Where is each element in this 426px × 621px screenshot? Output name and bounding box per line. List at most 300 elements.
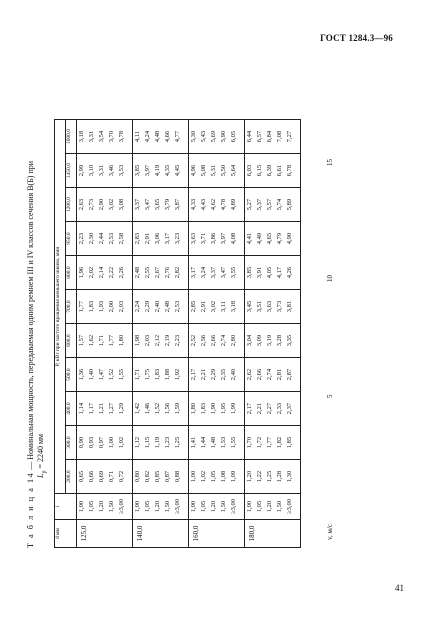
ratio-value: 1,50 — [220, 500, 227, 513]
ratio-cell — [189, 494, 245, 520]
power-value: 4,11 — [134, 130, 141, 143]
power-cell — [245, 188, 301, 222]
power-value: 2,22 — [108, 266, 115, 279]
power-value: 2,35 — [220, 368, 227, 381]
power-value: 2,91 — [200, 300, 207, 313]
power-value: 1,52 — [154, 402, 161, 415]
power-value: 1,62 — [88, 334, 95, 347]
diameter-cell: 125,0 — [77, 520, 133, 548]
ratio-value: 1,05 — [200, 500, 207, 513]
power-value: 5,43 — [200, 130, 207, 143]
ratio-value: 1,00 — [134, 500, 141, 513]
ratio-value: 1,00 — [190, 500, 197, 513]
power-value: 2,80 — [230, 334, 237, 347]
power-cell — [77, 256, 133, 290]
power-value: 5,50 — [220, 164, 227, 177]
lp-value: = 2240 мм — [36, 433, 45, 471]
power-value: 1,00 — [190, 470, 197, 483]
power-value: 2,66 — [256, 368, 263, 381]
power-value: 2,02 — [88, 266, 95, 279]
power-value: 2,40 — [154, 300, 161, 313]
power-value: 1,92 — [174, 368, 181, 381]
power-value: 4,24 — [144, 130, 151, 143]
power-cell — [77, 290, 133, 324]
power-value: 1,28 — [276, 470, 283, 483]
power-value: 5,37 — [256, 198, 263, 211]
header-rpm: 950,0 — [66, 222, 77, 256]
power-value: 6,39 — [266, 164, 273, 177]
power-value: 1,83 — [88, 300, 95, 313]
power-value: 2,27 — [266, 402, 273, 415]
power-value: 5,64 — [230, 164, 237, 177]
power-value: 1,53 — [220, 436, 227, 449]
header-rpm: 1200,0 — [66, 188, 77, 222]
power-value: 1,30 — [286, 470, 293, 483]
ratio-value: 1,00 — [246, 500, 253, 513]
power-cell — [133, 392, 189, 426]
power-value: 2,56 — [200, 334, 207, 347]
power-value: 0,82 — [144, 470, 151, 483]
power-value: 1,95 — [220, 402, 227, 415]
diameter-cell: 160,0 — [189, 520, 245, 548]
power-value: 1,47 — [98, 368, 105, 381]
power-value: 6,61 — [276, 164, 283, 177]
power-value: 3,37 — [210, 266, 217, 279]
power-value: 5,30 — [190, 130, 197, 143]
power-cell — [77, 358, 133, 392]
header-d: d мм — [55, 520, 77, 548]
ratio-value: 1,00 — [78, 500, 85, 513]
power-cell — [189, 222, 245, 256]
power-value: 2,24 — [134, 300, 141, 313]
power-value: 2,85 — [190, 300, 197, 313]
power-value: 1,22 — [256, 470, 263, 483]
power-value: 3,09 — [256, 334, 263, 347]
power-value: 1,71 — [98, 334, 105, 347]
power-value: 5,27 — [246, 198, 253, 211]
power-value: 2,73 — [88, 198, 95, 211]
power-value: 1,20 — [246, 470, 253, 483]
power-value: 3,70 — [108, 130, 115, 143]
power-cell — [189, 120, 245, 154]
table-title-line2 — [36, 433, 48, 548]
power-cell — [245, 290, 301, 324]
ratio-cell — [77, 494, 133, 520]
power-value: 1,41 — [190, 436, 197, 449]
power-cell — [189, 188, 245, 222]
table-title-lead: Т а б л и ц а 14 — [26, 471, 35, 548]
power-value: 1,02 — [118, 436, 125, 449]
lp-subscript: p — [41, 470, 48, 474]
header-rpm: 400,0 — [66, 392, 77, 426]
header-i: i — [55, 494, 77, 520]
power-value: 1,08 — [220, 470, 227, 483]
power-value: 3,73 — [276, 300, 283, 313]
power-value: 4,43 — [200, 198, 207, 211]
power-value: 1,82 — [276, 436, 283, 449]
power-value: 2,03 — [118, 300, 125, 313]
power-cell — [189, 358, 245, 392]
power-value: 3,02 — [108, 198, 115, 211]
power-value: 1,75 — [144, 368, 151, 381]
power-value: 3,81 — [286, 300, 293, 313]
power-value: 1,52 — [108, 368, 115, 381]
ratio-value: 1,05 — [88, 500, 95, 513]
power-value: 2,17 — [246, 402, 253, 415]
header-rpm: 300,0 — [66, 426, 77, 460]
power-value: 3,06 — [154, 232, 161, 245]
power-value: 3,47 — [144, 198, 151, 211]
table-row — [133, 120, 189, 548]
power-value: 0,87 — [164, 470, 171, 483]
power-value: 2,14 — [98, 266, 105, 279]
power-value: 1,55 — [230, 436, 237, 449]
header-power-caption: P, кВт при частоте вращения меньшего шкива, мин — [55, 120, 66, 494]
power-value: 2,21 — [200, 368, 207, 381]
power-value: 2,82 — [174, 266, 181, 279]
power-value: 2,87 — [286, 368, 293, 381]
power-cell — [133, 256, 189, 290]
power-value: 6,78 — [286, 164, 293, 177]
power-cell — [77, 120, 133, 154]
power-value: 4,62 — [210, 198, 217, 211]
power-value: 0,65 — [78, 470, 85, 483]
power-value: 3,37 — [134, 198, 141, 211]
power-cell — [133, 324, 189, 358]
power-value: 2,76 — [164, 266, 171, 279]
header-rpm-row — [66, 120, 77, 548]
speed-tick-5: 5 — [326, 394, 334, 398]
power-value: 3,02 — [210, 300, 217, 313]
power-value: 6,03 — [246, 164, 253, 177]
power-value: 6,57 — [256, 130, 263, 143]
power-value: 6,15 — [256, 164, 263, 177]
power-cell — [77, 222, 133, 256]
power-cell — [77, 188, 133, 222]
power-value: 1,46 — [144, 402, 151, 415]
power-value: 1,42 — [134, 402, 141, 415]
table-title — [26, 78, 50, 548]
power-value: 2,62 — [246, 368, 253, 381]
power-value: 2,66 — [210, 334, 217, 347]
power-value: 3,71 — [200, 232, 207, 245]
power-value: 4,48 — [154, 130, 161, 143]
power-value: 0,71 — [108, 470, 115, 483]
power-value: 0,97 — [98, 436, 105, 449]
power-value: 4,17 — [276, 266, 283, 279]
power-value: 6,44 — [246, 130, 253, 143]
power-value: 1,93 — [98, 300, 105, 313]
power-value: 5,08 — [200, 164, 207, 177]
power-cell — [77, 324, 133, 358]
header-rpm: 1450,0 — [66, 154, 77, 188]
power-value: 2,74 — [220, 334, 227, 347]
power-cell — [245, 358, 301, 392]
power-cell — [245, 426, 301, 460]
power-value: 1,99 — [230, 402, 237, 415]
table-body — [77, 120, 301, 548]
power-value: 4,45 — [174, 164, 181, 177]
power-value: 3,31 — [98, 164, 105, 177]
power-value: 4,77 — [174, 130, 181, 143]
power-value: 0,90 — [78, 436, 85, 449]
power-value: 3,55 — [230, 266, 237, 279]
power-value: 6,84 — [266, 130, 273, 143]
power-value: 3,23 — [174, 232, 181, 245]
header-rpm: 500,0 — [66, 358, 77, 392]
power-cell — [189, 460, 245, 494]
power-cell — [189, 324, 245, 358]
table-row — [245, 120, 301, 548]
power-value: 1,21 — [98, 402, 105, 415]
power-value: 3,63 — [266, 300, 273, 313]
power-value: 2,58 — [118, 232, 125, 245]
power-value: 2,52 — [190, 334, 197, 347]
power-value: 1,59 — [174, 402, 181, 415]
ratio-value: 1,50 — [276, 500, 283, 513]
header-rpm: 1600,0 — [66, 120, 77, 154]
power-value: 2,99 — [78, 164, 85, 177]
power-value: 1,56 — [164, 402, 171, 415]
ratio-value: 1,05 — [144, 500, 151, 513]
table-row — [77, 120, 133, 548]
power-value: 7,08 — [276, 130, 283, 143]
power-value: 2,90 — [98, 198, 105, 211]
power-value: 0,85 — [154, 470, 161, 483]
power-value: 0,66 — [88, 470, 95, 483]
power-value: 1,05 — [210, 470, 217, 483]
power-value: 4,19 — [154, 164, 161, 177]
power-value: 1,25 — [174, 436, 181, 449]
power-value: 2,83 — [134, 232, 141, 245]
power-value: 2,37 — [286, 402, 293, 415]
power-value: 4,66 — [164, 130, 171, 143]
ratio-value: ≥3,00 — [230, 499, 237, 514]
power-value: 3,78 — [118, 130, 125, 143]
power-value: 3,47 — [220, 266, 227, 279]
ratio-value: 1,50 — [108, 500, 115, 513]
power-value: 3,54 — [98, 130, 105, 143]
power-value: 4,78 — [220, 198, 227, 211]
power-value: 3,19 — [266, 334, 273, 347]
power-table — [54, 119, 301, 548]
power-value: 2,91 — [144, 232, 151, 245]
ratio-cell — [245, 494, 301, 520]
power-value: 4,26 — [286, 266, 293, 279]
power-value: 2,33 — [276, 402, 283, 415]
power-value: 2,55 — [144, 266, 151, 279]
power-cell — [77, 392, 133, 426]
power-value: 1,19 — [154, 436, 161, 449]
power-value: 4,41 — [246, 232, 253, 245]
power-cell — [77, 460, 133, 494]
power-value: 1,77 — [108, 334, 115, 347]
power-cell — [77, 154, 133, 188]
power-value: 2,23 — [78, 232, 85, 245]
power-value: 1,17 — [88, 402, 95, 415]
power-value: 3,97 — [144, 164, 151, 177]
ratio-value: 1,05 — [256, 500, 263, 513]
power-value: 1,85 — [286, 436, 293, 449]
ratio-value: ≥3,00 — [118, 499, 125, 514]
power-value: 1,83 — [200, 402, 207, 415]
power-cell — [245, 120, 301, 154]
power-value: 3,24 — [200, 266, 207, 279]
ratio-value: 1,20 — [210, 500, 217, 513]
power-cell — [133, 290, 189, 324]
power-value: 0,88 — [174, 470, 181, 483]
power-value: 3,79 — [164, 198, 171, 211]
power-value: 3,51 — [256, 300, 263, 313]
power-value: 4,79 — [276, 232, 283, 245]
power-value: 2,48 — [134, 266, 141, 279]
ratio-value: ≥3,00 — [286, 499, 293, 514]
power-value: 1,80 — [118, 334, 125, 347]
power-value: 3,17 — [164, 232, 171, 245]
power-value: 2,40 — [230, 368, 237, 381]
power-value: 5,90 — [220, 130, 227, 143]
power-value: 2,44 — [98, 232, 105, 245]
power-value: 2,29 — [144, 300, 151, 313]
speed-tick-15: 15 — [326, 159, 334, 166]
power-cell — [133, 426, 189, 460]
power-value: 1,14 — [78, 402, 85, 415]
power-value: 3,45 — [246, 300, 253, 313]
power-value: 1,71 — [134, 368, 141, 381]
power-value: 1,23 — [164, 436, 171, 449]
power-value: 3,35 — [286, 334, 293, 347]
power-cell — [245, 392, 301, 426]
power-cell — [189, 290, 245, 324]
page-number: 41 — [395, 583, 404, 593]
power-value: 3,18 — [230, 300, 237, 313]
power-cell — [189, 256, 245, 290]
power-value: 1,15 — [144, 436, 151, 449]
power-value: 2,53 — [108, 232, 115, 245]
diameter-cell: 140,0 — [133, 520, 189, 548]
power-value: 1,40 — [88, 368, 95, 381]
power-value: 3,31 — [88, 130, 95, 143]
power-value: 2,03 — [144, 334, 151, 347]
power-value: 3,91 — [256, 266, 263, 279]
power-value: 3,08 — [118, 198, 125, 211]
power-cell — [245, 256, 301, 290]
power-value: 1,57 — [78, 334, 85, 347]
power-value: 1,90 — [210, 402, 217, 415]
power-value: 1,72 — [256, 436, 263, 449]
power-value: 2,19 — [164, 334, 171, 347]
power-value: 1,83 — [154, 368, 161, 381]
power-value: 1,27 — [108, 402, 115, 415]
diameter-cell: 180,0 — [245, 520, 301, 548]
header-rpm: 600,0 — [66, 324, 77, 358]
power-value: 1,02 — [200, 470, 207, 483]
power-value: 5,89 — [286, 198, 293, 211]
power-value: 1,77 — [78, 300, 85, 313]
power-value: 2,12 — [154, 334, 161, 347]
power-value: 3,04 — [246, 334, 253, 347]
power-cell — [189, 426, 245, 460]
power-value: 1,25 — [266, 470, 273, 483]
power-value: 4,08 — [230, 232, 237, 245]
power-cell — [189, 392, 245, 426]
power-value: 5,69 — [210, 130, 217, 143]
power-value: 1,70 — [246, 436, 253, 449]
power-value: 2,26 — [118, 266, 125, 279]
power-value: 1,48 — [210, 436, 217, 449]
table-title-text: — Номинальная мощность, передаваемая одним ремнем III и IV классов сечения В(Б) при — [26, 160, 35, 472]
power-value: 1,88 — [164, 368, 171, 381]
power-value: 5,57 — [266, 198, 273, 211]
power-value: 4,05 — [266, 266, 273, 279]
ratio-value: 1,20 — [98, 500, 105, 513]
power-value: 4,33 — [190, 198, 197, 211]
power-value: 2,53 — [174, 300, 181, 313]
power-value: 3,86 — [210, 232, 217, 245]
power-value: 1,77 — [266, 436, 273, 449]
power-value: 0,80 — [134, 470, 141, 483]
power-value: 3,63 — [190, 232, 197, 245]
power-value: 2,21 — [256, 402, 263, 415]
power-value: 2,48 — [164, 300, 171, 313]
power-value: 3,85 — [246, 266, 253, 279]
power-value: 0,72 — [118, 470, 125, 483]
header-rpm: 800,0 — [66, 256, 77, 290]
standard-code: ГОСТ 1284.3—96 — [320, 33, 393, 43]
power-value: 4,49 — [256, 232, 263, 245]
power-value: 2,63 — [78, 198, 85, 211]
ratio-value: 1,50 — [164, 500, 171, 513]
power-value: 1,96 — [78, 266, 85, 279]
power-value: 0,93 — [88, 436, 95, 449]
power-value: 3,46 — [108, 164, 115, 177]
power-value: 2,30 — [88, 232, 95, 245]
power-value: 4,89 — [230, 198, 237, 211]
speed-tick-10: 10 — [326, 275, 334, 282]
power-value: 1,44 — [200, 436, 207, 449]
ratio-cell — [133, 494, 189, 520]
power-value: 2,23 — [174, 334, 181, 347]
power-value: 2,29 — [210, 368, 217, 381]
power-cell — [245, 222, 301, 256]
power-value: 1,80 — [190, 402, 197, 415]
power-value: 1,09 — [230, 470, 237, 483]
power-value: 1,36 — [78, 368, 85, 381]
power-cell — [245, 324, 301, 358]
power-cell — [133, 188, 189, 222]
power-value: 3,65 — [154, 198, 161, 211]
power-cell — [245, 154, 301, 188]
header-rpm: 200,0 — [66, 460, 77, 494]
power-value: 2,17 — [190, 368, 197, 381]
table-row — [189, 120, 245, 548]
rotated-table-block — [26, 78, 386, 548]
power-value: 3,85 — [134, 164, 141, 177]
power-value: 3,87 — [174, 198, 181, 211]
power-value: 5,31 — [210, 164, 217, 177]
header-rpm: 700,0 — [66, 290, 77, 324]
ratio-value: ≥3,00 — [174, 499, 181, 514]
power-value: 3,28 — [276, 334, 283, 347]
power-value: 7,27 — [286, 130, 293, 143]
power-value: 1,00 — [108, 436, 115, 449]
power-cell — [189, 154, 245, 188]
power-value: 2,00 — [108, 300, 115, 313]
power-value: 4,35 — [164, 164, 171, 177]
power-cell — [133, 222, 189, 256]
power-value: 3,53 — [118, 164, 125, 177]
power-cell — [133, 154, 189, 188]
